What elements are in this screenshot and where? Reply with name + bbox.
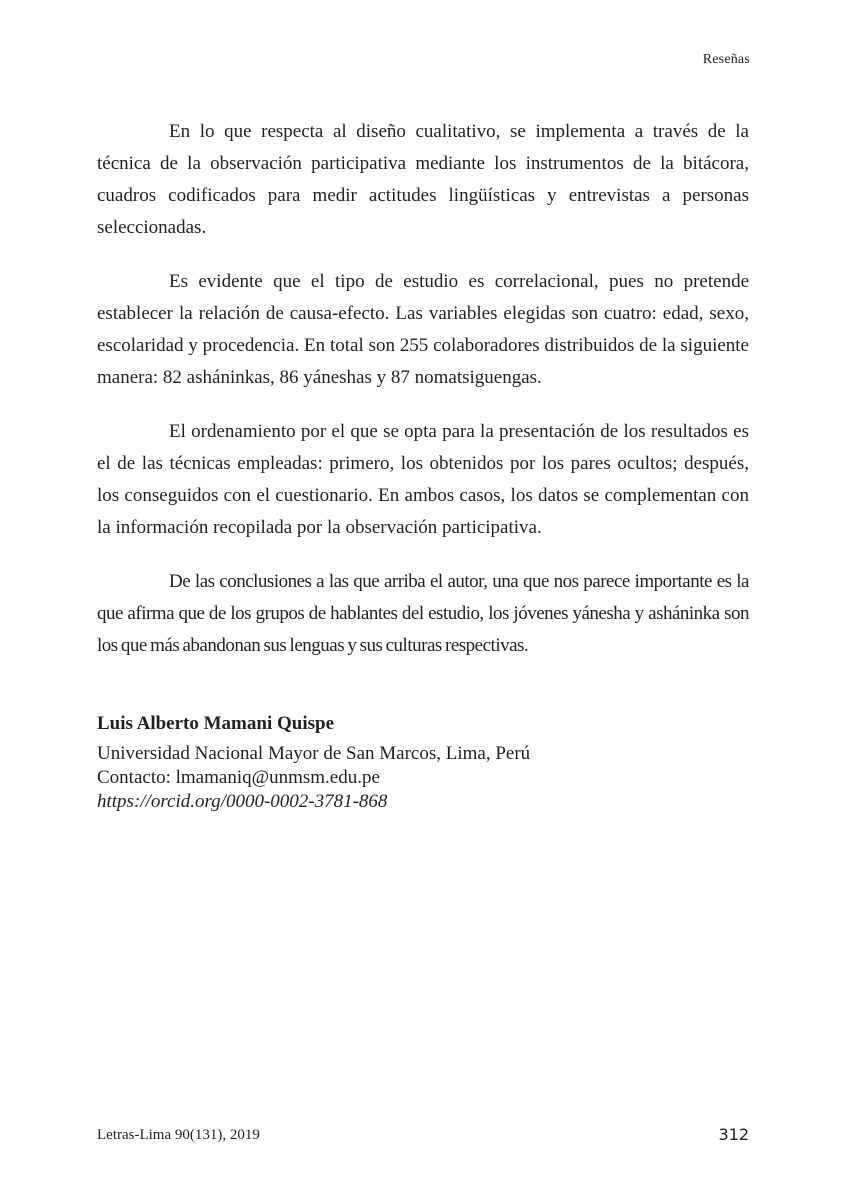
running-head: Reseñas <box>702 52 750 67</box>
review-body <box>97 116 749 684</box>
journal-citation: Letras-Lima 90(131), 2019 <box>97 1127 260 1143</box>
paragraph-qualitative-design: En lo que respecta al diseño cualitativo, se implementa a través de la técnica de la observación participativa mediante los instrumentos de la bitácora, cuadros codificados para medir actitudes lingüísticas y entrevistas a personas seleccionadas. <box>97 121 749 238</box>
paragraph-results-order: El ordenamiento por el que se opta para la presentación de los resultados es el de las técnicas empleadas: primero, los obtenidos por los pares ocultos; después, los conseguidos con el cuestionario. En ambos casos, los datos se complementan con la información recopilada por la observación participativa. <box>97 421 749 538</box>
author-orcid-link[interactable]: https://orcid.org/0000-0002-3781-868 <box>97 791 388 812</box>
paragraph-conclusions: De las conclusiones a las que arriba el autor, una que nos parece importante es la que afirma que de los grupos de hablantes del estudio, los jóvenes yánesha y asháninka son los que más abandonan sus lenguas y sus culturas respectivas. <box>97 571 749 656</box>
author-name: Luis Alberto Mamani Quispe <box>97 713 334 734</box>
author-block <box>97 712 749 814</box>
author-contact: Contacto: lmamaniq@unmsm.edu.pe <box>97 767 380 788</box>
paragraph-study-type: Es evidente que el tipo de estudio es correlacional, pues no pretende establecer la relación de causa-efecto. Las variables elegidas son cuatro: edad, sexo, escolaridad y procedencia. En total son 255 colaboradores distribuidos de la siguiente manera: 82 asháninkas, 86 yáneshas y 87 nomatsiguengas. <box>97 271 749 388</box>
author-affiliation: Universidad Nacional Mayor de San Marcos, Lima, Perú <box>97 743 531 764</box>
page-number: 312 <box>718 1125 749 1144</box>
